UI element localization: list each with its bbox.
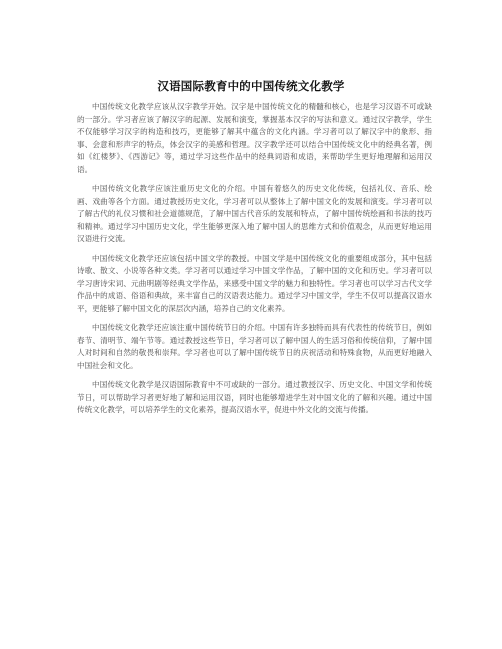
paragraph-conclusion: 中国传统文化教学是汉语国际教育中不可或缺的一部分。通过教授汉字、历史文化、中国文学和传统节日，可以帮助学习者更好地了解和运用汉语，同时也能够增进学生对中国文化的了解和兴趣。通过中国传统文化教学，可以培养学生的文化素养，提高汉语水平，促进中外文化的交流与传播。 xyxy=(77,380,432,414)
paragraph-hanzi: 中国传统文化教学应该从汉字教学开始。汉字是中国传统文化的精髓和核心，也是学习汉语不可或缺的一部分。学习者应该了解汉字的起源、发展和演变，掌握基本汉字的写法和意义。通过汉字教学，学生不仅能够学习汉字的构造和技巧，更能够了解其中蕴含的文化内涵。学习者可以了解汉字中的象形、指事、会意和形声字的特点，体会汉字的美感和哲理。汉字教学还可以结合中国传统文化中的经典名著，例如《红楼梦》、《西游记》等，通过学习这些作品中的经典词语和成语，来帮助学生更好地理解和运用汉语。 xyxy=(77,102,432,174)
paragraph-festivals: 中国传统文化教学还应该注重中国传统节日的介绍。中国有许多独特而具有代表性的传统节日，例如春节、清明节、端午节等。通过教授这些节日，学习者可以了解中国人的生活习俗和传统信仰，了解中国人对时间和自然的敬畏和崇拜。学习者也可以了解中国传统节日的庆祝活动和特殊食物，从而更好地融入中国社会和文化。 xyxy=(77,323,432,370)
paragraph-literature: 中国传统文化教学还应该包括中国文学的教授。中国文学是中国传统文化的重要组成部分，其中包括诗歌、散文、小说等各种文类。学习者可以通过学习中国文学作品，了解中国的文化和历史。学习者可以学习唐诗宋词、元曲明剧等经典文学作品，来感受中国文学的魅力和独特性。学习者也可以学习古代文学作品中的成语、俗语和典故，来丰富自己的汉语表达能力。通过学习中国文学，学生不仅可以提高汉语水平，更能够了解中国文化的深层次内涵，培养自己的文化素养。 xyxy=(77,253,432,313)
paragraph-history: 中国传统文化教学应该注重历史文化的介绍。中国有着悠久的历史文化传统，包括礼仪、音乐、绘画、戏曲等各个方面。通过教授历史文化，学习者可以从整体上了解中国文化的发展和演变。学习者可以了解古代的礼仪习惯和社会道德规范，了解中国古代音乐的发展和特点，了解中国传统绘画和书法的技巧和精神。通过学习中国历史文化，学生能够更深入地了解中国人的思维方式和价值观念，从而更好地运用汉语进行交流。 xyxy=(77,184,432,243)
document-body xyxy=(77,101,432,424)
document-title: 汉语国际教育中的中国传统文化教学 xyxy=(157,79,345,93)
